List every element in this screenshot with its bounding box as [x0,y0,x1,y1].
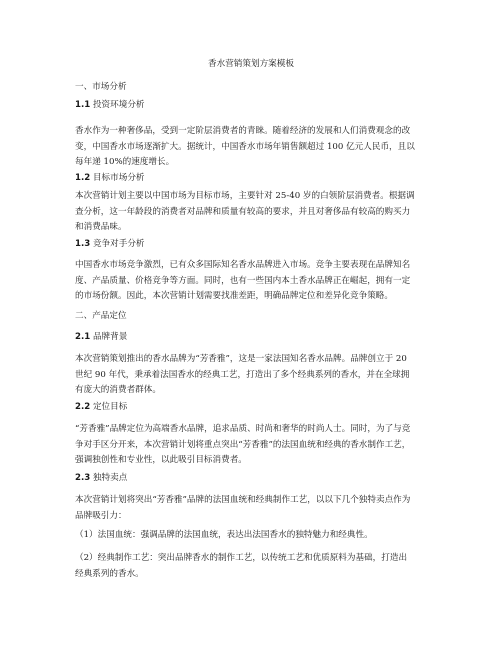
list-item-2 [75,551,431,582]
paragraph-1-3 [75,258,431,305]
subsection-number: 2.3 [75,473,91,483]
paragraph-line: 争对手区分开来，本次营销计划将重点突出“芳香雅”的法国血统和经典的香水制作工艺， [75,439,411,450]
paragraph-line: 本次营销计划将突出“芳香雅”品牌的法国血统和经典制作工艺，以以下几个独特卖点作为 [75,495,411,505]
subsection-heading [75,471,431,487]
paragraph-line: 度、产品质量、价格竞争等方面。同时，也有一些国内本土香水品牌正在崛起，拥有一定 [75,275,411,286]
paragraph-line: 香水作为一种奢侈品，受到一定阶层消费者的青睐。随着经济的发展和人们消费观念的改 [75,126,411,136]
subsection-number: 2.1 [75,332,91,342]
subsection-heading [75,400,431,416]
paragraph-2-1 [75,352,431,399]
subsection-1-3 [75,237,431,253]
paragraph-line: “芳香雅”品牌定位为高端香水品牌，追求品质、时尚和奢华的时尚人士。同时，为了与竞 [75,424,411,434]
paragraph-line: 本次营销计划主要以中国市场为目标市场，主要针对 25-40 岁的白领阶层消费者。根据调 [75,191,415,201]
subsection-title: 目标市场分析 [90,173,145,183]
subsection-title: 独特卖点 [90,473,128,483]
list-item-text: （2）经典制作工艺：突出品牌香水的制作工艺，以传统工艺和优质原料为基础，打造出 [75,553,408,563]
subsection-number: 1.3 [75,239,91,249]
paragraph-line: 的市场份额。因此，本次营销计划需要找准差距，明确品牌定位和差异化竞争策略。 [75,291,393,301]
subsection-heading [75,330,431,346]
paragraph-line: 品牌吸引力： [75,510,127,521]
subsection-title: 品牌背景 [90,332,128,342]
subsection-2-3 [75,471,431,487]
subsection-heading [75,171,431,187]
subsection-2-2 [75,400,431,416]
section-heading-text: 一、市场分析 [75,82,127,92]
paragraph-1-2 [75,189,431,236]
section-heading-2 [75,309,431,325]
subsection-number: 2.2 [75,402,91,412]
subsection-number: 1.2 [75,173,91,183]
subsection-1-2 [75,171,431,187]
paragraph-line: 强调独创性和专业性，以此吸引目标消费者。 [75,455,247,465]
paragraph-2-3 [75,493,431,524]
subsection-heading [75,98,431,114]
paragraph-line: 中国香水市场竞争激烈，已有众多国际知名香水品牌进入市场。竞争主要表现在品牌知名 [75,260,411,270]
subsection-title: 投资环境分析 [90,100,145,110]
subsection-1-1 [75,98,431,114]
paragraph-line: 查分析，这一年龄段的消费者对品牌和质量有较高的要求，并且对奢侈品有较高的购买力 [75,206,411,217]
subsection-heading [75,237,431,253]
paragraph-line: 变，中国香水市场逐渐扩大。据统计，中国香水市场年销售额超过 100 亿元人民币，且以 [75,141,415,152]
paragraph-line: 有庞大的消费者群体。 [75,385,161,395]
section-heading-1 [75,80,431,96]
document-title: 香水营销策划方案模板 [208,59,294,69]
subsection-number: 1.1 [75,100,91,110]
paragraph-line: 本次营销策划推出的香水品牌为“芳香雅”，这是一家法国知名香水品牌。品牌创立于 20 [75,354,407,364]
paragraph-line: 世纪 90 年代，秉承着法国香水的经典工艺，打造出了多个经典系列的香水，并在全球拥 [75,369,410,380]
paragraph-1-1 [75,124,431,171]
subsection-title: 竞争对手分析 [90,239,145,249]
list-item-text: 经典系列的香水。 [75,568,144,579]
list-item-text: （1）法国血统：强调品牌的法国血统，表达出法国香水的独特魅力和经典性。 [75,530,373,540]
paragraph-line: 和消费品味。 [75,222,127,232]
paragraph-2-2 [75,422,431,469]
list-item-1 [75,528,431,544]
paragraph-line: 每年递 10%的速度增长。 [75,157,175,167]
subsection-title: 定位目标 [90,402,128,412]
section-heading-text: 二、产品定位 [75,311,127,321]
subsection-2-1 [75,330,431,346]
